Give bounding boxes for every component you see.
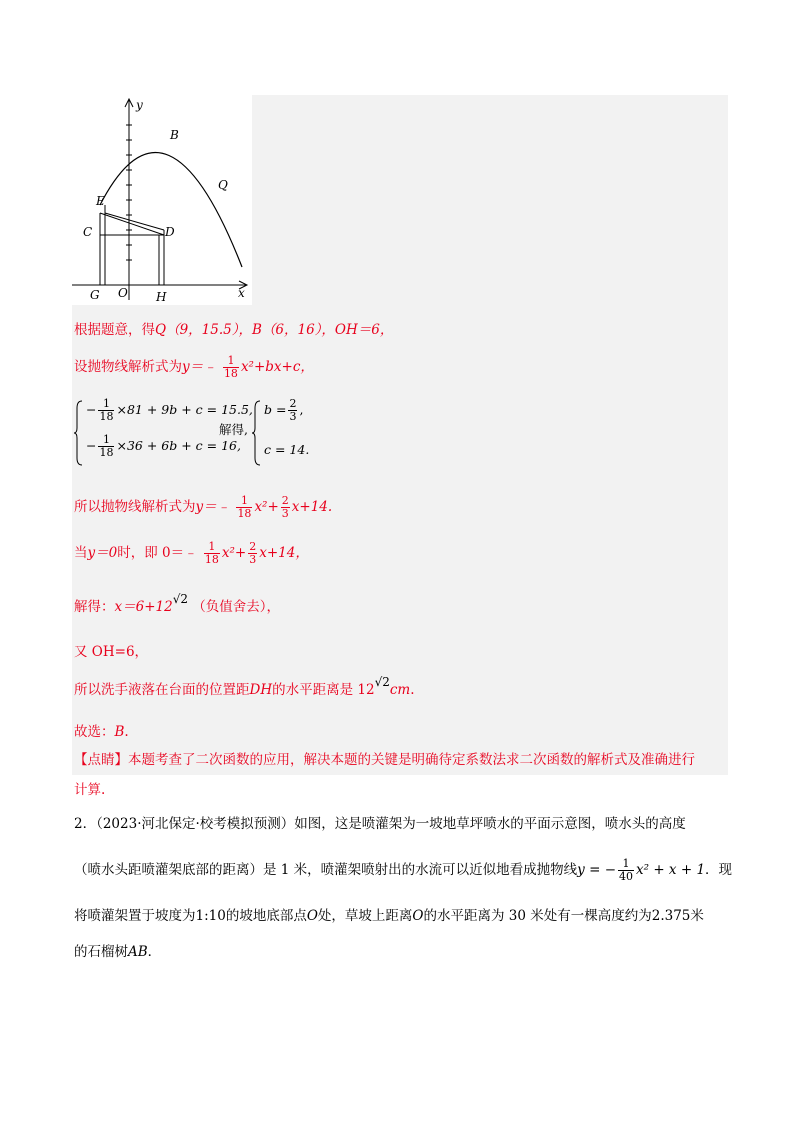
solution-line-5: 当y＝0时，即 0＝﹣ $\frac{1}{18}$ x²+ $\frac{2}{3}$ x+14， (74, 540, 309, 566)
solution-line-1: 根据题意，得Q（9，15.5），B（6，16），OH＝6， (74, 322, 394, 338)
problem-2-line-1: 2．（2023·河北保定·校考模拟预测）如图，这是喷灌架为一坡地草坪喷水的平面示意图，喷水头的高度 (74, 816, 686, 832)
problem-2-line-3: 将喷灌架置于坡度为1:10的坡地底部点O处，草坡上距离O的水平距离为 30 米处有一棵高度约为2.375米 (74, 908, 704, 924)
label-q: Q (218, 178, 228, 192)
problem-2-line-4: 的石榴树AB． (74, 944, 162, 960)
label-e: E (96, 194, 105, 208)
problem-2-line-2: （喷水头距喷灌架底部的距离）是 1 米，喷灌架喷射出的水流可以近似地看成抛物线y = − $\frac{1}{40}$ x² + x + 1．现 (74, 857, 733, 883)
label-d: D (165, 225, 175, 239)
label-o: O (118, 286, 128, 300)
solution-line-6: 解得：x＝6+12√2 （负值舍去）， (74, 592, 281, 615)
system-row-1: ×81 + 9b + c = 15.5, (116, 402, 253, 417)
solve-label: 解得, (219, 422, 248, 437)
label-y: y (136, 98, 143, 112)
parabola-curve (100, 153, 242, 267)
remark-line-2: 计算. (74, 782, 106, 798)
label-h: H (156, 290, 167, 304)
solution-line-8: 所以洗手液落在台面的位置距DH的水平距离是 12√2cm. (74, 675, 415, 698)
solution-c: c = 14. (264, 442, 310, 457)
parabola-diagram (72, 95, 252, 305)
solution-line-2: 设抛物线解析式为y＝﹣ $\frac{1}{18}$ x²+bx+c， (74, 354, 314, 380)
parabola-figure (72, 95, 252, 305)
solution-line-9: 故选：B. (74, 724, 129, 740)
label-g: G (90, 288, 100, 302)
label-b: B (170, 128, 179, 142)
solution-line-7: 又 OH=6， (74, 644, 149, 660)
label-x: x (238, 286, 245, 300)
equation-system: − $\frac{1}{18}$ ×81 + 9b + c = 15.5, − $\frac{1}{18}$ ×36 + 6b + c = 16, 解得, b = $\frac{2}{3}$ , c = 14. (74, 398, 374, 468)
sqrt-two: √2 (172, 592, 188, 606)
remark-line-1: 【点睛】本题考查了二次函数的应用，解决本题的关键是明确待定系数法求二次函数的解析式及准确进行 (74, 752, 695, 768)
solution-line-4: 所以抛物线解析式为y＝﹣ $\frac{1}{18}$ x²+ $\frac{2}{3}$ x+14. (74, 494, 333, 520)
fraction-1-18: $\frac{1}{18}$ (223, 354, 238, 380)
system-row-2: ×36 + 6b + c = 16, (116, 438, 241, 453)
label-c: C (83, 225, 93, 239)
